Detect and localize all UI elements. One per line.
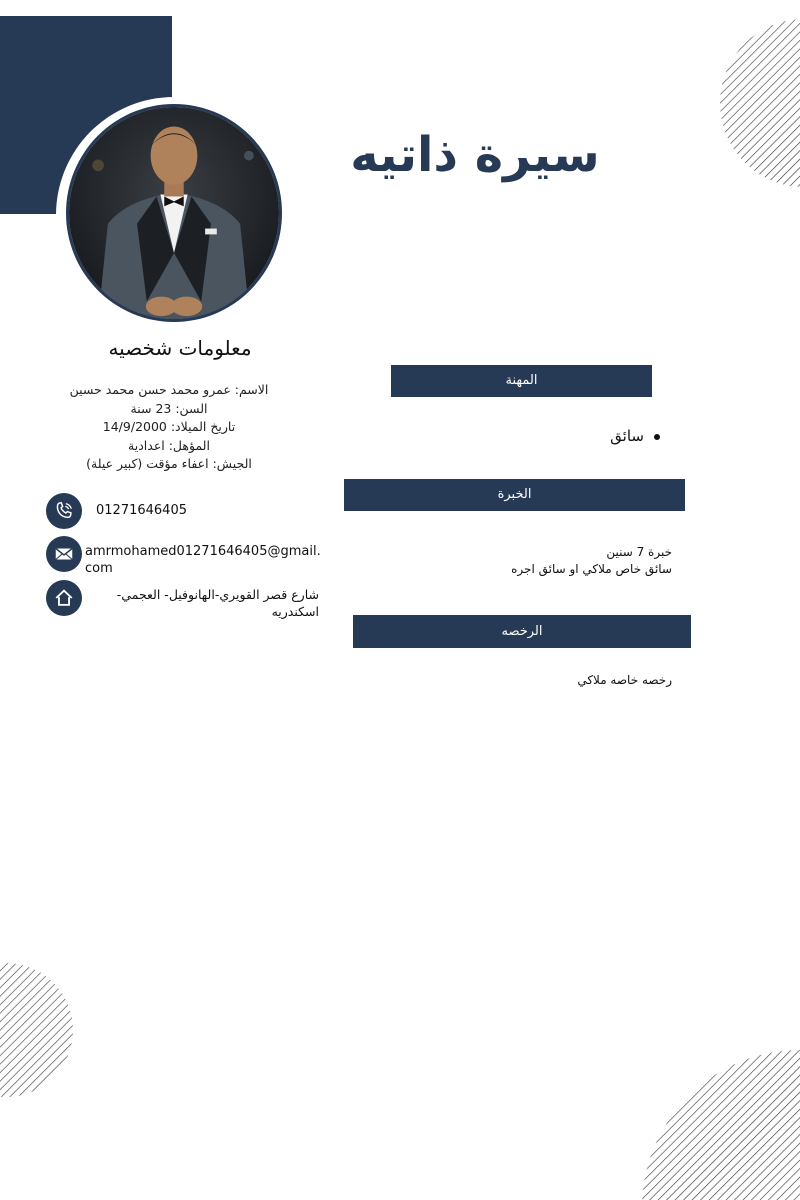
email-address[interactable]: amrmohamed01271646405@gmail.com bbox=[85, 544, 321, 576]
decorative-hatched-circle-top bbox=[720, 18, 800, 188]
decorative-hatched-circle-bottom bbox=[640, 1048, 800, 1200]
personal-info-heading: معلومات شخصيه bbox=[108, 336, 252, 360]
profession-label: سائق bbox=[610, 427, 644, 445]
experience-text bbox=[420, 544, 672, 577]
personal-info-list bbox=[40, 381, 298, 474]
info-qualification: المؤهل: اعدادية bbox=[128, 437, 210, 453]
info-name: الاسم: عمرو محمد حسن محمد حسين bbox=[69, 382, 269, 397]
profile-photo bbox=[66, 104, 282, 322]
experience-line-2: سائق خاص ملاكي او سائق اجره bbox=[511, 561, 672, 576]
phone-icon bbox=[46, 493, 82, 529]
experience-line-1: خبرة 7 سنين bbox=[606, 545, 672, 559]
info-age: السن: 23 سنة bbox=[130, 400, 208, 416]
home-address: شارع قصر القويري-الهانوفيل- العجمي- اسكندريه bbox=[116, 587, 319, 619]
page-title: سيرة ذاتيه bbox=[350, 127, 600, 183]
phone-number[interactable]: 01271646405 bbox=[96, 503, 187, 518]
info-birthdate: تاريخ الميلاد: 14/9/2000 bbox=[102, 419, 236, 434]
home-icon bbox=[46, 580, 82, 616]
envelope-icon bbox=[46, 536, 82, 572]
profession-heading: المهنة bbox=[391, 365, 652, 397]
license-heading: الرخصه bbox=[353, 615, 691, 648]
profession-item bbox=[560, 427, 660, 445]
license-text: رخصه خاصه ملاكي bbox=[577, 673, 672, 687]
decorative-hatched-circle-left bbox=[0, 962, 74, 1098]
bullet-icon bbox=[654, 434, 660, 440]
info-military: الجيش: اعفاء مؤقت (كبير عيلة) bbox=[86, 456, 252, 471]
experience-heading: الخبرة bbox=[344, 479, 685, 511]
